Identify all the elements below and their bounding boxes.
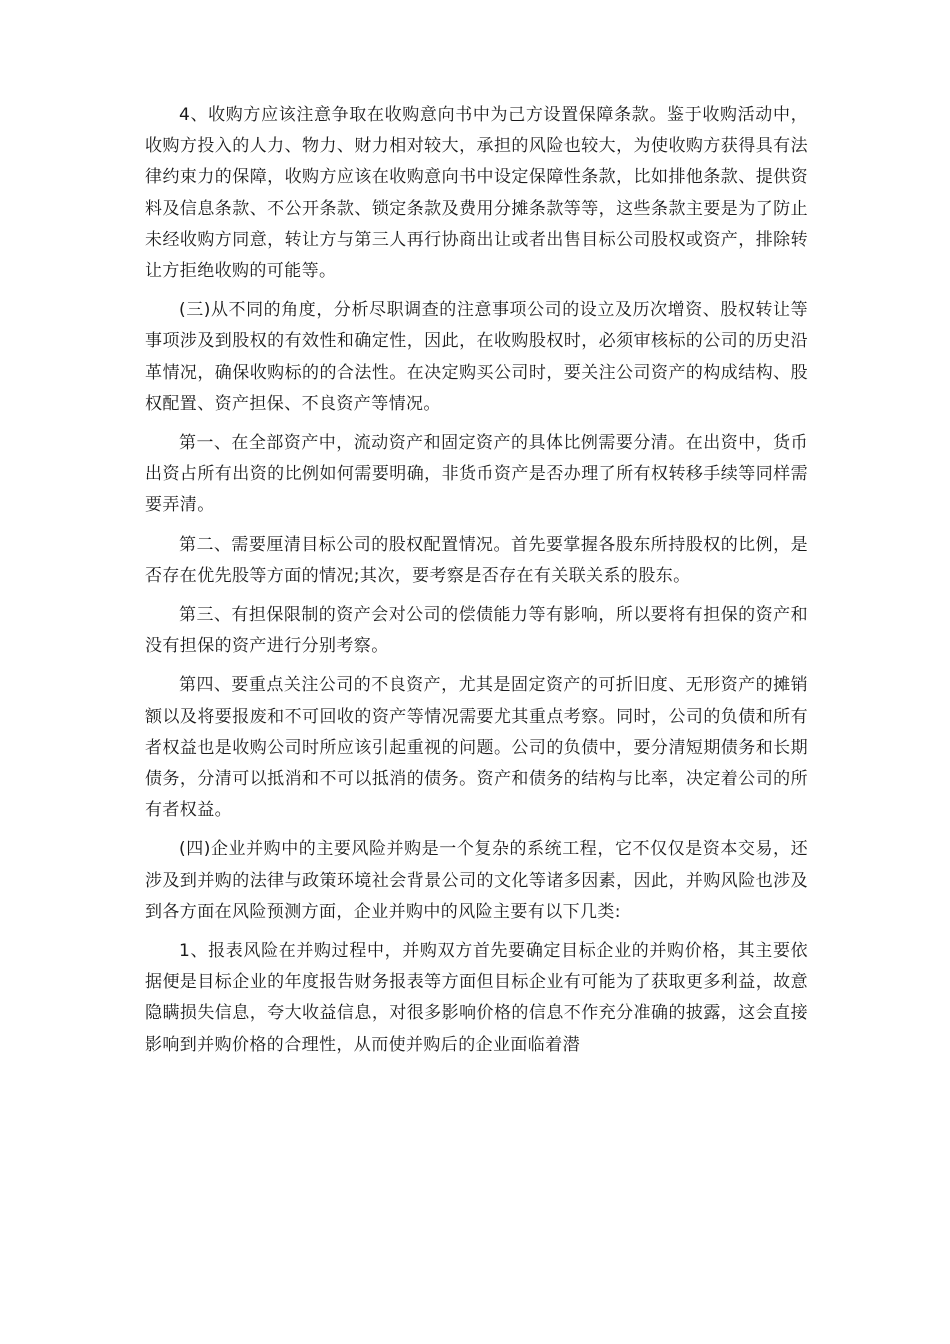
paragraph-guarantee-clauses: 4、收购方应该注意争取在收购意向书中为己方设置保障条款。鉴于收购活动中，收购方投入的人力、物力、财力相对较大，承担的风险也较大，为使收购方获得具有法律约束力的保障，收购方应该在收购意向书中设定保障性条款，比如排他条款、提供资料及信息条款、不公开条款、锁定条款及费用分摊条款等等，这些条款主要是为了防止未经收购方同意，转让方与第三人再行协商出让或者出售目标公司股权或资产，排除转让方拒绝收购的可能等。 (145, 105, 808, 282)
paragraph-due-diligence: (三)从不同的角度，分析尽职调查的注意事项公司的设立及历次增资、股权转让等事项涉及到股权的有效性和确定性，因此，在收购股权时，必须审核标的公司的历史沿革情况，确保收购标的的合法性。在决定购买公司时，要关注公司资产的构成结构、股权配置、资产担保、不良资产等情况。 (145, 300, 808, 414)
paragraph-report-risk: 1、报表风险在并购过程中，并购双方首先要确定目标企业的并购价格，其主要依据便是目标企业的年度报告财务报表等方面但目标企业有可能为了获取更多利益，故意隐瞒损失信息，夸大收益信息，对很多影响价格的信息不作充分准确的披露，这会直接影响到并购价格的合理性，从而使并购后的企业面临着潜 (145, 941, 808, 1055)
paragraph-third-guarantee: 第三、有担保限制的资产会对公司的偿债能力等有影响，所以要将有担保的资产和没有担保的资产进行分别考察。 (145, 605, 808, 657)
document-page (145, 100, 808, 1061)
paragraph-second-equity: 第二、需要厘清目标公司的股权配置情况。首先要掌握各股东所持股权的比例，是否存在优先股等方面的情况;其次，要考察是否存在有关联关系的股东。 (145, 534, 808, 586)
paragraph-ma-risks: (四)企业并购中的主要风险并购是一个复杂的系统工程，它不仅仅是资本交易，还涉及到并购的法律与政策环境社会背景公司的文化等诸多因素，因此，并购风险也涉及到各方面在风险预测方面，企业并购中的风险主要有以下几类: (145, 839, 808, 922)
paragraph-fourth-bad-assets: 第四、要重点关注公司的不良资产，尤其是固定资产的可折旧度、无形资产的摊销额以及将要报废和不可回收的资产等情况需要尤其重点考察。同时，公司的负债和所有者权益也是收购公司时所应该引起重视的问题。公司的负债中，要分清短期债务和长期债务，分清可以抵消和不可以抵消的债务。资产和债务的结构与比率，决定着公司的所有者权益。 (145, 675, 808, 821)
paragraph-first-asset-ratio: 第一、在全部资产中，流动资产和固定资产的具体比例需要分清。在出资中，货币出资占所有出资的比例如何需要明确，非货币资产是否办理了所有权转移手续等同样需要弄清。 (145, 433, 808, 516)
